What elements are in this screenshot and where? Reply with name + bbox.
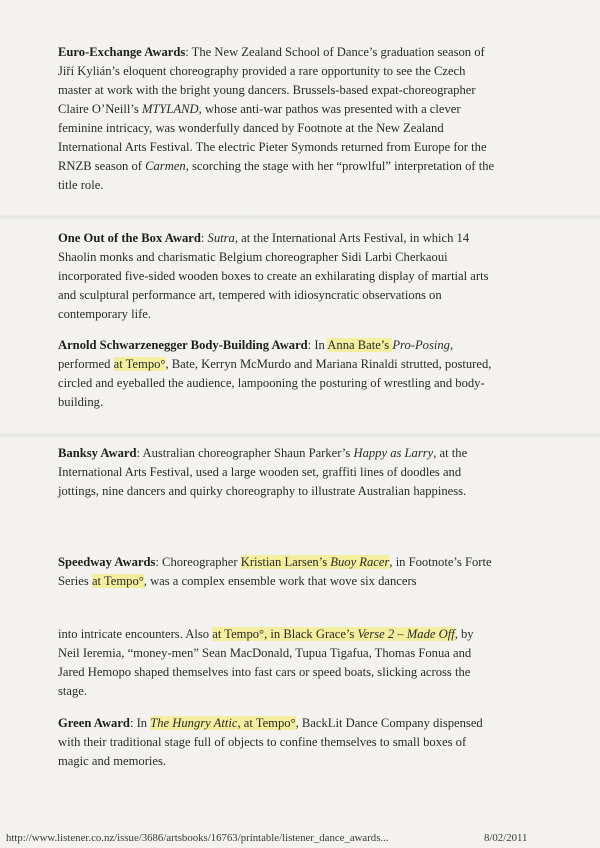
- paper-fold-line: [0, 214, 600, 220]
- award-paragraph-euro-exchange: Euro-Exchange Awards: The New Zealand School of Dance’s graduation season of Jiří Kylián’s eloquent choreography provided a rare opportunity to see the Czech master at work with the bright young dancers. Brussels-based expat-choreographer Claire O’Neill’s MTYLAND, whose anti-war pathos was presented with a clever feminine intricacy, was wonderfully danced by Footnote at the New Zealand International Arts Festival. The electric Pieter Symonds returned from Europe for the RNZB season of Carmen, scorching the stage with her “prowlful” interpretation of the title role.: [58, 45, 495, 192]
- work-title: Carmen: [145, 159, 186, 173]
- award-title: Arnold Schwarzenegger Body-Building Award: [58, 338, 308, 352]
- source-url: http://www.listener.co.nz/issue/3686/artsbooks/16763/printable/listener_dance_awards...: [6, 832, 389, 844]
- work-title: Pro-Posing: [392, 338, 450, 352]
- award-text: , was a complex ensemble work that wove six dancers: [143, 574, 417, 588]
- work-title: Sutra: [207, 231, 235, 245]
- award-title: Speedway Awards: [58, 555, 156, 569]
- paper-fold-line: [0, 432, 600, 438]
- work-title: Verse 2 – Made Off: [357, 627, 455, 641]
- award-title: One Out of the Box Award: [58, 231, 201, 245]
- award-text: , Bate, Kerryn McMurdo and Mariana Rinaldi strutted, postured, circled and eyeballed the audience, lampooning the posturing of wrestling and body-building.: [58, 357, 492, 409]
- highlighted-text: Anna Bate’s: [327, 338, 393, 352]
- award-text: Choreographer: [162, 555, 241, 569]
- award-text: , scorching the stage with her “prowlful” interpretation of the title role.: [58, 159, 495, 192]
- award-title: Green Award: [58, 716, 130, 730]
- award-text: In: [136, 716, 151, 730]
- award-paragraph-banksy: Banksy Award: Australian choreographer Shaun Parker’s Happy as Larry, at the International Arts Festival, used a large wooden set, graffiti lines of doodles and jottings, nine dancers and quirky choreography to illustrate Australian happiness.: [58, 446, 468, 498]
- highlighted-text: at Tempo°: [113, 357, 166, 371]
- highlighted-text: at Tempo°: [91, 574, 144, 588]
- work-title: The Hungry Attic: [150, 716, 238, 730]
- award-text: , at the International Arts Festival, used a large wooden set, graffiti lines of doodles and jottings, nine dancers and quirky choreography to illustrate Australian happiness.: [58, 446, 468, 498]
- award-text: , BackLit Dance Company dispensed with their traditional stage full of objects to confine themselves to small boxes of magic and memories.: [58, 716, 483, 768]
- award-paragraph-speedway: Speedway Awards: Choreographer Kristian Larsen’s Buoy Racer, in Footnote’s Forte Series at Tempo°, was a complex ensemble work that wove six dancers: [58, 555, 492, 588]
- highlighted-text: at Tempo°, in Black Grace’s: [212, 627, 358, 641]
- highlighted-text: Kristian Larsen’s: [240, 555, 331, 569]
- award-text: into intricate encounters. Also: [58, 627, 213, 641]
- award-text: In: [314, 338, 328, 352]
- award-paragraph-speedway-continued: [58, 625, 498, 701]
- work-title: MTYLAND: [141, 102, 199, 116]
- award-text: , whose anti-war pathos was presented with a clever feminine intricacy, was wonderfully danced by Footnote at the New Zealand International Arts Festival. The electric Pieter Symonds returned from Europe for the RNZB season of: [58, 102, 487, 173]
- award-paragraph-green: Green Award: In The Hungry Attic, at Tempo°, BackLit Dance Company dispensed with their traditional stage full of objects to confine themselves to small boxes of magic and memories.: [58, 716, 483, 768]
- print-footer: [6, 832, 596, 844]
- award-paragraph-one-out-of-the-box: One Out of the Box Award: Sutra, at the International Arts Festival, in which 14 Shaolin monks and charismatic Belgium choreographer Sidi Larbi Cherkaoui incorporated five-sided wooden boxes to create an exhilarating display of martial arts and sculptural performance art, tempered with idiosyncratic observations on contemporary life.: [58, 231, 489, 321]
- award-text: The New Zealand School of Dance’s graduation season of Jiří Kylián’s eloquent choreography provided a rare opportunity to see the Czech master at work with the bright young dancers. Brussels-based expat-choreographer Claire O’Neill’s: [58, 45, 485, 116]
- award-text: Australian choreographer Shaun Parker’s: [142, 446, 354, 460]
- work-title: Buoy Racer: [330, 555, 390, 569]
- work-title: Happy as Larry: [353, 446, 434, 460]
- award-text: , by Neil Ieremia, “money-men” Sean MacDonald, Tupua Tigafua, Thomas Fonua and Jared Hemopo shaped themselves into fast cars or speed boats, slicking across the stage.: [58, 627, 474, 698]
- print-date: 8/02/2011: [484, 832, 528, 844]
- award-title: Euro-Exchange Awards: [58, 45, 186, 59]
- award-title: Banksy Award: [58, 446, 137, 460]
- award-text: , at the International Arts Festival, in which 14 Shaolin monks and charismatic Belgium choreographer Sidi Larbi Cherkaoui incorporated five-sided wooden boxes to create an exhilarating display of martial arts and sculptural performance art, tempered with idiosyncratic observations on contemporary life.: [58, 231, 489, 321]
- award-text: , in Footnote’s Forte Series: [58, 555, 492, 588]
- highlighted-text: , at Tempo°: [237, 716, 296, 730]
- award-text: , performed: [58, 338, 454, 371]
- award-paragraph-body-building: Arnold Schwarzenegger Body-Building Award: In Anna Bate’s Pro-Posing, performed at Tempo°, Bate, Kerryn McMurdo and Mariana Rinaldi strutted, postured, circled and eyeballed the audience, lampooning the posturing of wrestling and body-building.: [58, 338, 492, 409]
